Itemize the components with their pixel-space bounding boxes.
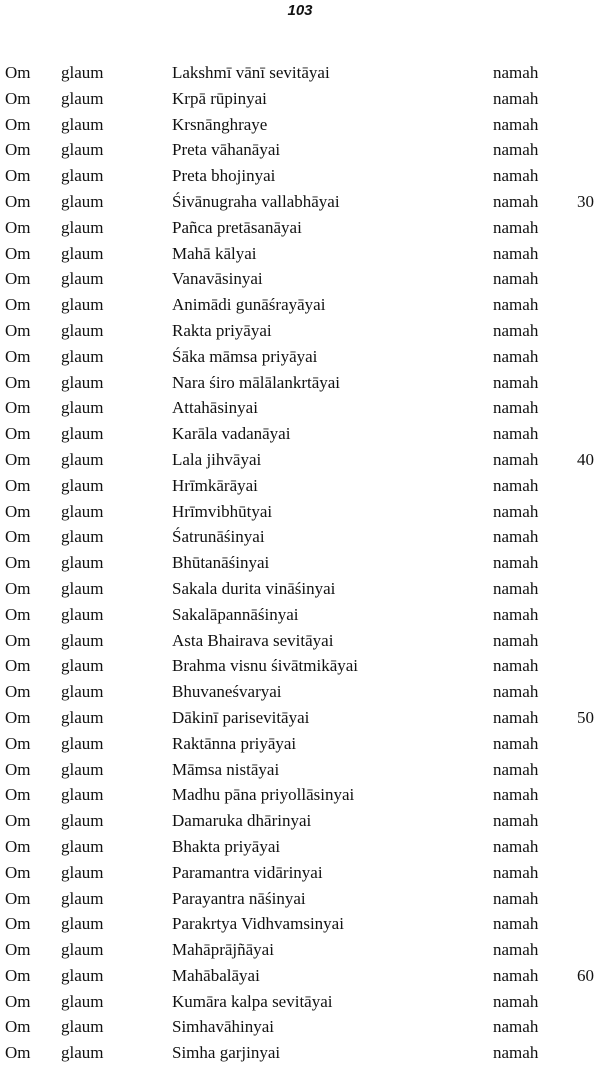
namah-word: namah xyxy=(493,940,539,960)
namah-word: namah xyxy=(493,630,539,650)
glaum-syllable: glaum xyxy=(61,707,104,727)
glaum-syllable: glaum xyxy=(61,63,104,82)
divine-name: Preta vāhanāyai xyxy=(172,140,281,160)
namah-word: namah xyxy=(493,114,539,134)
mantra-row xyxy=(0,163,600,189)
glaum-syllable: glaum xyxy=(61,449,104,469)
divine-name: Asta Bhairava sevitāyai xyxy=(172,630,334,650)
om-syllable: Om xyxy=(5,398,31,418)
divine-name: Pañca pretāsanāyai xyxy=(172,217,302,237)
mantra-row xyxy=(0,1014,600,1040)
divine-name: Sakalāpannāśinyai xyxy=(172,604,299,624)
glaum-syllable: glaum xyxy=(61,888,104,908)
mantra-row xyxy=(0,757,600,783)
om-syllable: Om xyxy=(5,630,31,650)
divine-name: Madhu pāna priyollāsinyai xyxy=(172,785,355,805)
namah-word: namah xyxy=(493,553,539,573)
divine-name: Mahāprājñāyai xyxy=(172,940,274,960)
om-syllable: Om xyxy=(5,372,31,392)
om-syllable: Om xyxy=(5,140,31,160)
verse-count: 50 xyxy=(577,707,594,727)
divine-name: Śivānugraha vallabhāyai xyxy=(172,191,340,211)
namah-word: namah xyxy=(493,88,539,108)
glaum-syllable: glaum xyxy=(61,475,104,495)
namah-word: namah xyxy=(493,811,539,831)
mantra-row xyxy=(0,370,600,396)
namah-word: namah xyxy=(493,733,539,753)
glaum-syllable: glaum xyxy=(61,682,104,702)
glaum-syllable: glaum xyxy=(61,398,104,418)
namah-word: namah xyxy=(493,475,539,495)
mantra-row xyxy=(0,731,600,757)
om-syllable: Om xyxy=(5,707,31,727)
glaum-syllable: glaum xyxy=(61,578,104,598)
divine-name: Simhavāhinyai xyxy=(172,1017,274,1037)
divine-name: Krsnānghraye xyxy=(172,114,268,134)
divine-name: Paramantra vidārinyai xyxy=(172,862,323,882)
mantra-row xyxy=(0,137,600,163)
mantra-row xyxy=(0,421,600,447)
mantra-row xyxy=(0,937,600,963)
divine-name: Simha garjinyai xyxy=(172,1043,281,1063)
glaum-syllable: glaum xyxy=(61,811,104,831)
namah-word: namah xyxy=(493,191,539,211)
glaum-syllable: glaum xyxy=(61,88,104,108)
namah-word: namah xyxy=(493,707,539,727)
mantra-row xyxy=(0,550,600,576)
namah-word: namah xyxy=(493,398,539,418)
namah-word: namah xyxy=(493,243,539,263)
namah-word: namah xyxy=(493,320,539,340)
namah-word: namah xyxy=(493,527,539,547)
mantra-row xyxy=(0,266,600,292)
divine-name: Hrīmkārāyai xyxy=(172,475,258,495)
glaum-syllable: glaum xyxy=(61,166,104,186)
divine-name: Śatrunāśinyai xyxy=(172,527,265,547)
mantra-row xyxy=(0,292,600,318)
mantra-row xyxy=(0,1040,600,1066)
om-syllable: Om xyxy=(5,501,31,521)
namah-word: namah xyxy=(493,63,539,82)
divine-name: Rakta priyāyai xyxy=(172,320,272,340)
namah-word: namah xyxy=(493,269,539,289)
divine-name: Animādi gunāśrayāyai xyxy=(172,295,326,315)
namah-word: namah xyxy=(493,166,539,186)
namah-word: namah xyxy=(493,1017,539,1037)
om-syllable: Om xyxy=(5,1017,31,1037)
namah-word: namah xyxy=(493,682,539,702)
mantra-row xyxy=(0,782,600,808)
glaum-syllable: glaum xyxy=(61,372,104,392)
glaum-syllable: glaum xyxy=(61,940,104,960)
divine-name: Damaruka dhārinyai xyxy=(172,811,312,831)
om-syllable: Om xyxy=(5,682,31,702)
om-syllable: Om xyxy=(5,836,31,856)
namah-word: namah xyxy=(493,862,539,882)
glaum-syllable: glaum xyxy=(61,1017,104,1037)
namah-word: namah xyxy=(493,578,539,598)
mantra-row xyxy=(0,447,600,473)
glaum-syllable: glaum xyxy=(61,1043,104,1063)
glaum-syllable: glaum xyxy=(61,320,104,340)
namah-word: namah xyxy=(493,656,539,676)
om-syllable: Om xyxy=(5,553,31,573)
divine-name: Krpā rūpinyai xyxy=(172,88,267,108)
glaum-syllable: glaum xyxy=(61,836,104,856)
mantra-row xyxy=(0,60,600,86)
divine-name: Kumāra kalpa sevitāyai xyxy=(172,991,333,1011)
namah-word: namah xyxy=(493,346,539,366)
verse-count: 40 xyxy=(577,449,594,469)
namah-word: namah xyxy=(493,372,539,392)
om-syllable: Om xyxy=(5,578,31,598)
mantra-list xyxy=(0,60,600,1066)
divine-name: Vanavāsinyai xyxy=(172,269,263,289)
glaum-syllable: glaum xyxy=(61,914,104,934)
namah-word: namah xyxy=(493,991,539,1011)
om-syllable: Om xyxy=(5,733,31,753)
mantra-row xyxy=(0,241,600,267)
om-syllable: Om xyxy=(5,475,31,495)
glaum-syllable: glaum xyxy=(61,114,104,134)
mantra-row xyxy=(0,395,600,421)
glaum-syllable: glaum xyxy=(61,501,104,521)
om-syllable: Om xyxy=(5,914,31,934)
divine-name: Brahma visnu śivātmikāyai xyxy=(172,656,359,676)
glaum-syllable: glaum xyxy=(61,862,104,882)
om-syllable: Om xyxy=(5,63,31,82)
divine-name: Lala jihvāyai xyxy=(172,449,262,469)
glaum-syllable: glaum xyxy=(61,191,104,211)
namah-word: namah xyxy=(493,140,539,160)
mantra-row xyxy=(0,576,600,602)
mantra-row xyxy=(0,911,600,937)
om-syllable: Om xyxy=(5,320,31,340)
namah-word: namah xyxy=(493,836,539,856)
glaum-syllable: glaum xyxy=(61,269,104,289)
divine-name: Śāka māmsa priyāyai xyxy=(172,346,318,366)
divine-name: Hrīmvibhūtyai xyxy=(172,501,273,521)
divine-name: Māmsa nistāyai xyxy=(172,759,280,779)
mantra-row xyxy=(0,602,600,628)
om-syllable: Om xyxy=(5,811,31,831)
om-syllable: Om xyxy=(5,965,31,985)
mantra-row xyxy=(0,86,600,112)
om-syllable: Om xyxy=(5,243,31,263)
glaum-syllable: glaum xyxy=(61,991,104,1011)
mantra-row xyxy=(0,499,600,525)
om-syllable: Om xyxy=(5,346,31,366)
mantra-row xyxy=(0,834,600,860)
divine-name: Mahā kālyai xyxy=(172,243,257,263)
glaum-syllable: glaum xyxy=(61,553,104,573)
om-syllable: Om xyxy=(5,217,31,237)
om-syllable: Om xyxy=(5,424,31,444)
namah-word: namah xyxy=(493,217,539,237)
divine-name: Bhuvaneśvaryai xyxy=(172,682,282,702)
mantra-row xyxy=(0,318,600,344)
mantra-row xyxy=(0,215,600,241)
glaum-syllable: glaum xyxy=(61,965,104,985)
glaum-syllable: glaum xyxy=(61,785,104,805)
glaum-syllable: glaum xyxy=(61,733,104,753)
om-syllable: Om xyxy=(5,295,31,315)
mantra-row xyxy=(0,653,600,679)
glaum-syllable: glaum xyxy=(61,424,104,444)
glaum-syllable: glaum xyxy=(61,604,104,624)
om-syllable: Om xyxy=(5,88,31,108)
divine-name: Parayantra nāśinyai xyxy=(172,888,306,908)
glaum-syllable: glaum xyxy=(61,217,104,237)
mantra-row xyxy=(0,189,600,215)
namah-word: namah xyxy=(493,914,539,934)
glaum-syllable: glaum xyxy=(61,759,104,779)
mantra-row xyxy=(0,860,600,886)
mantra-row xyxy=(0,112,600,138)
divine-name: Karāla vadanāyai xyxy=(172,424,291,444)
page-number: 103 xyxy=(287,2,313,19)
mantra-row xyxy=(0,524,600,550)
divine-name: Bhakta priyāyai xyxy=(172,836,281,856)
namah-word: namah xyxy=(493,295,539,315)
om-syllable: Om xyxy=(5,862,31,882)
om-syllable: Om xyxy=(5,1043,31,1063)
glaum-syllable: glaum xyxy=(61,527,104,547)
mantra-row xyxy=(0,344,600,370)
namah-word: namah xyxy=(493,449,539,469)
divine-name: Parakrtya Vidhvamsinyai xyxy=(172,914,344,934)
namah-word: namah xyxy=(493,501,539,521)
divine-name: Sakala durita vināśinyai xyxy=(172,578,336,598)
verse-count: 60 xyxy=(577,965,594,985)
verse-count: 30 xyxy=(577,191,594,211)
divine-name: Bhūtanāśinyai xyxy=(172,553,270,573)
mantra-row xyxy=(0,705,600,731)
mantra-row xyxy=(0,473,600,499)
om-syllable: Om xyxy=(5,191,31,211)
glaum-syllable: glaum xyxy=(61,656,104,676)
divine-name: Dākinī parisevitāyai xyxy=(172,707,310,727)
divine-name: Lakshmī vānī sevitāyai xyxy=(172,63,330,82)
mantra-row xyxy=(0,808,600,834)
namah-word: namah xyxy=(493,604,539,624)
om-syllable: Om xyxy=(5,888,31,908)
mantra-row xyxy=(0,989,600,1015)
om-syllable: Om xyxy=(5,991,31,1011)
mantra-row xyxy=(0,963,600,989)
divine-name: Nara śiro mālālankrtāyai xyxy=(172,372,341,392)
om-syllable: Om xyxy=(5,114,31,134)
namah-word: namah xyxy=(493,424,539,444)
divine-name: Mahābalāyai xyxy=(172,965,260,985)
glaum-syllable: glaum xyxy=(61,243,104,263)
om-syllable: Om xyxy=(5,656,31,676)
mantra-row xyxy=(0,679,600,705)
glaum-syllable: glaum xyxy=(61,295,104,315)
namah-word: namah xyxy=(493,888,539,908)
glaum-syllable: glaum xyxy=(61,630,104,650)
om-syllable: Om xyxy=(5,940,31,960)
namah-word: namah xyxy=(493,965,539,985)
om-syllable: Om xyxy=(5,449,31,469)
om-syllable: Om xyxy=(5,785,31,805)
divine-name: Preta bhojinyai xyxy=(172,166,276,186)
divine-name: Raktānna priyāyai xyxy=(172,733,297,753)
om-syllable: Om xyxy=(5,759,31,779)
namah-word: namah xyxy=(493,759,539,779)
namah-word: namah xyxy=(493,1043,539,1063)
om-syllable: Om xyxy=(5,166,31,186)
divine-name: Attahāsinyai xyxy=(172,398,258,418)
mantra-row xyxy=(0,886,600,912)
om-syllable: Om xyxy=(5,269,31,289)
glaum-syllable: glaum xyxy=(61,140,104,160)
glaum-syllable: glaum xyxy=(61,346,104,366)
om-syllable: Om xyxy=(5,527,31,547)
mantra-row xyxy=(0,628,600,654)
om-syllable: Om xyxy=(5,604,31,624)
namah-word: namah xyxy=(493,785,539,805)
